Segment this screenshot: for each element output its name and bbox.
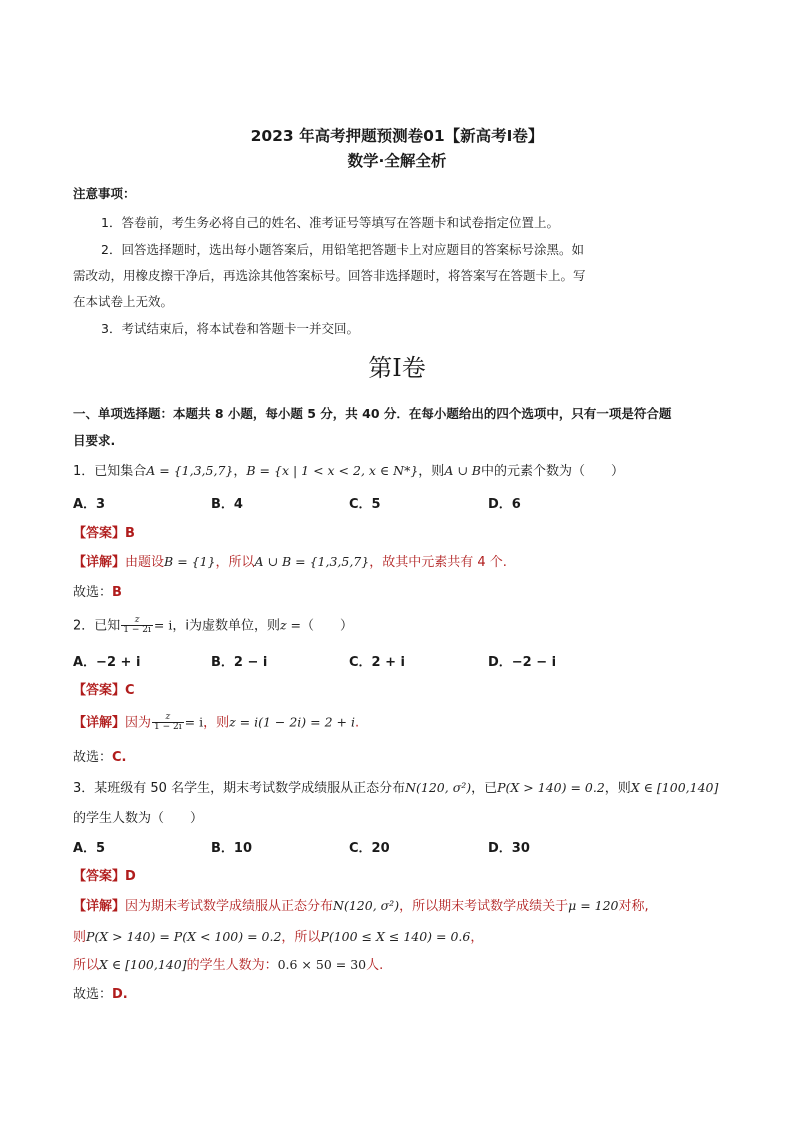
q1-answer [73,527,135,540]
q2-fraction-num: z [121,616,153,626]
q3-detail3-text-c: 人. [366,958,384,973]
q3-detail2-text-a: 则 [73,930,87,945]
q3-range: X ∈ [100,140] [630,780,719,795]
q3-text-a: 3．某班级有 50 名学生，期末考试数学成绩服从正态分布 [73,781,406,796]
q3-choose-label: 故选： [73,987,113,1002]
q2-option-a: A．−2 + i [73,655,141,670]
notice-heading: 注意事项： [73,186,136,201]
q3-choose [73,988,128,1001]
q3-detail2-math-2: P(100 ≤ X ≤ 140) = 0.6 [320,929,471,944]
q1-detail-tag: 【详解】 [73,555,126,570]
q2-detail-text-b: ，则 [203,715,230,731]
q3-detail-tag: 【详解】 [73,899,126,914]
q3-detail2-text-b: ，所以 [281,930,321,945]
q1-detail-text-b: ，所以 [215,555,255,570]
q1-detail-text-a: 由题设 [125,555,165,570]
q1-option-d: D．6 [488,497,521,512]
q1-sep: ， [233,464,247,479]
q2-eq: = i [153,617,173,633]
q1-set-b: B = {x | 1 < x < 2, x ∈ N*} [246,463,419,478]
q2-text-c: （ ） [301,618,354,634]
q3-answer-value: D [125,869,136,884]
q2-detail-text-c: . [354,715,360,731]
q1-answer-tag: 【答案】 [73,526,126,541]
q3-detail-math-2: μ = 120 [568,898,619,913]
notice-item-2-cont: 需改动，用橡皮擦干净后，再选涂其他答案标号。回答非选择题时，将答案写在答题卡上。写 [73,268,586,283]
q2-detail-tag: 【详解】 [73,715,126,731]
q3-detail3-text-b: 的学生人数为： [186,958,278,973]
q1-text-b: ，则 [418,464,445,479]
q3-option-b: B．10 [211,841,252,856]
q1-answer-value: B [125,526,135,541]
q3-prob: P(X > 140) = 0.2 [497,780,605,795]
q1-choose [73,586,122,599]
q3-detail-text-c: 对称, [618,899,649,914]
question-3-stem-cont: 的学生人数为（ ） [73,811,204,826]
q2-choose [73,751,127,764]
q2-detail-text-a: 因为 [125,715,152,731]
q1-detail-math-2: A ∪ B = {1,3,5,7} [254,554,370,569]
q2-answer [73,684,135,697]
q2-text-b: ，i为虚数单位，则 [172,618,280,634]
q1-option-b: B．4 [211,497,243,512]
document-subtitle: 数学·全解全析 [347,152,447,170]
q1-set-a: A = {1,3,5,7} [146,463,234,478]
q2-detail-fraction [152,713,184,733]
section-heading-line1: 一、单项选择题：本题共 8 小题，每小题 5 分，共 40 分．在每小题给出的四个选项中，只有一项是符合题 [73,406,672,421]
q3-option-a: A．5 [73,841,106,856]
q3-option-c: C．20 [349,841,390,856]
q3-choose-value: D. [112,987,128,1002]
q1-detail-math-1: B = {1} [164,554,216,569]
q2-fraction-den: 1 − 2i [123,625,151,636]
q1-union: A ∪ B [444,463,481,478]
q1-detail [73,556,507,569]
q3-detail3-math-1: X ∈ [100,140] [99,957,187,972]
q2-detail [73,713,359,733]
q3-option-d: D．30 [488,841,530,856]
q3-answer-tag: 【答案】 [73,869,126,884]
q1-text-a: 1．已知集合 [73,464,147,479]
q1-option-a: A．3 [73,497,106,512]
q3-normal: N(120, σ²) [405,780,472,795]
question-2-stem [73,616,353,636]
q3-detail3-text-a: 所以 [73,958,100,973]
q2-detail-fraction-num: z [152,713,184,723]
q1-choose-value: B [112,585,122,600]
q3-detail3-math-2: 0.6 × 50 = 30 [277,957,367,972]
q3-detail-line3 [73,959,383,972]
notice-item-2: 2．回答选择题时，选出每小题答案后，用铅笔把答题卡上对应题目的答案标号涂黑。如 [101,242,584,257]
q1-text-c: 中的元素个数为（ ） [480,464,624,479]
q2-choose-label: 故选： [73,750,113,765]
q3-detail-line1 [73,900,649,913]
q2-detail-eq: = i [184,714,204,730]
q1-option-c: C．5 [349,497,381,512]
q1-detail-text-c: ，故其中元素共有 4 个. [369,555,507,570]
q2-detail-fraction-den: 1 − 2i [154,722,182,733]
q3-detail2-math-1: P(X > 140) = P(X < 100) = 0.2 [86,929,282,944]
q2-fraction [121,616,153,636]
question-1-stem [73,465,624,478]
q2-detail-math: z = i(1 − 2i) = 2 + i [229,714,355,730]
part-heading: 第Ⅰ卷 [368,354,426,382]
q3-answer [73,870,136,883]
q3-detail-line2 [73,931,483,944]
q2-option-d: D．−2 − i [488,655,557,670]
q2-option-c: C．2 + i [349,655,405,670]
q3-text-c: ，则 [604,781,631,796]
q3-detail-math-1: N(120, σ²) [333,898,400,913]
q2-option-b: B．2 − i [211,655,268,670]
question-3-stem [73,782,718,795]
q2-answer-tag: 【答案】 [73,683,126,698]
q3-detail-text-b: ，所以期末考试数学成绩关于 [399,899,569,914]
q2-text-a: 2．已知 [73,618,121,634]
q3-detail2-text-c: ， [470,930,484,945]
notice-item-3: 3．考试结束后，将本试卷和答题卡一并交回。 [101,321,359,336]
notice-item-1: 1．答卷前，考生务必将自己的姓名、准考证号等填写在答题卡和试卷指定位置上。 [101,215,559,230]
q1-choose-label: 故选： [73,585,113,600]
q2-z: z = [279,617,301,633]
document-title: 2023 年高考押题预测卷01【新高考Ⅰ卷】 [250,127,544,145]
q3-text-b: ，已 [471,781,498,796]
q3-detail-text-a: 因为期末考试数学成绩服从正态分布 [125,899,334,914]
section-heading-line2: 目要求. [73,433,116,448]
q2-answer-value: C [125,683,135,698]
notice-item-2-end: 在本试卷上无效。 [73,294,174,309]
q2-choose-value: C. [112,750,127,765]
